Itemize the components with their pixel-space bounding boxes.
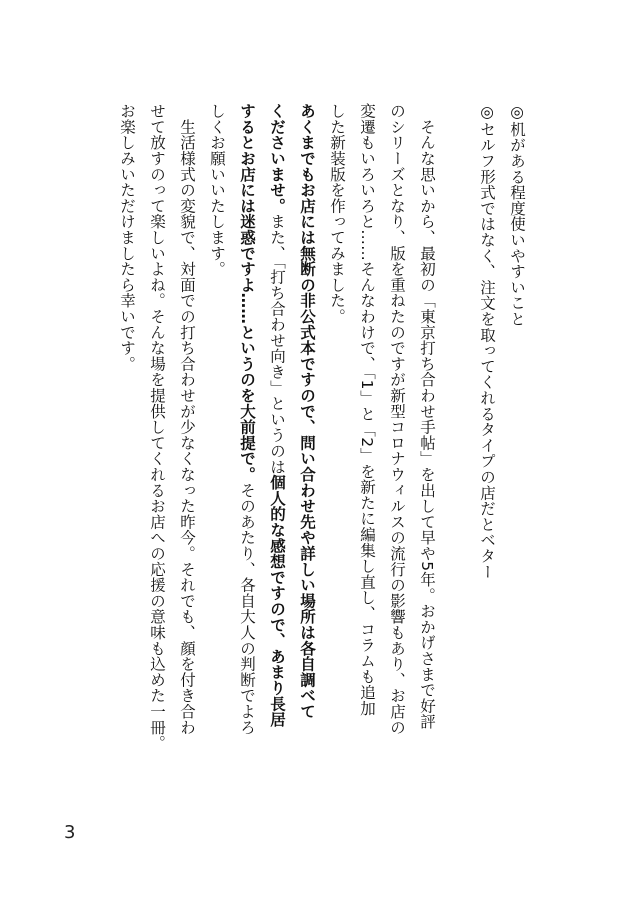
paragraph2-line-3 [232,103,262,763]
page-number: 3 [64,822,76,843]
paragraph1-line-4: した新装版を作ってみました。 [328,103,346,325]
bullet-line-2: ◎セルフ形式ではなく、注文を取ってくれるタイプの店だとベター [478,103,496,580]
paragraph2-line-3-bold: するとお店には迷惑ですよ……というのを大前提で。 [238,103,256,483]
paragraph1-line-1: そんな思いから、最初の「東京打ち合わせ手帖」を出して早や5年。おかげさまで好評 [418,103,436,730]
paragraph2-line-2-bold-end: 個人的な感想ですので、あまり長居 [268,474,286,728]
paragraph2-line-3-regular: そのあたり、各自大人の判断でよろ [238,482,256,736]
paragraph2-line-2-regular: また、「打ち合わせ向き」というのは [268,213,286,475]
paragraph3-line-3: お楽しみいただけましたら幸いです。 [118,103,136,372]
paragraph3-line-2: せて放すのって楽しいよね。そんな場を提供してくれるお店への応援の意味も込めた一冊。 [148,103,166,751]
paragraph2-line-2-bold-start: くださいませ。 [268,103,286,214]
paragraph2-line-2 [262,103,292,763]
paragraph1-line-2: のシリーズとなり、版を重ねたのですが新型コロナウィルスの流行の影響もあり、お店の [388,103,406,735]
paragraph2-line-4: しくお願いいたします。 [208,103,226,277]
paragraph1-line-3: 変遷もいろいろと……そんなわけで、「1」と「2」を新たに編集し直し、コラムも追加 [358,103,376,716]
paragraph2-line-1: あくまでもお店には無断の非公式本ですので、問い合わせ先や詳しい場所は各自調べて [298,103,316,720]
paragraph3-line-1: 生活様式の変貌で、対面での打ち合わせが少なくなった昨今。それでも、顔を付き合わ [178,103,196,735]
bullet-line-1: ◎机がある程度使いやすいこと [508,103,526,327]
